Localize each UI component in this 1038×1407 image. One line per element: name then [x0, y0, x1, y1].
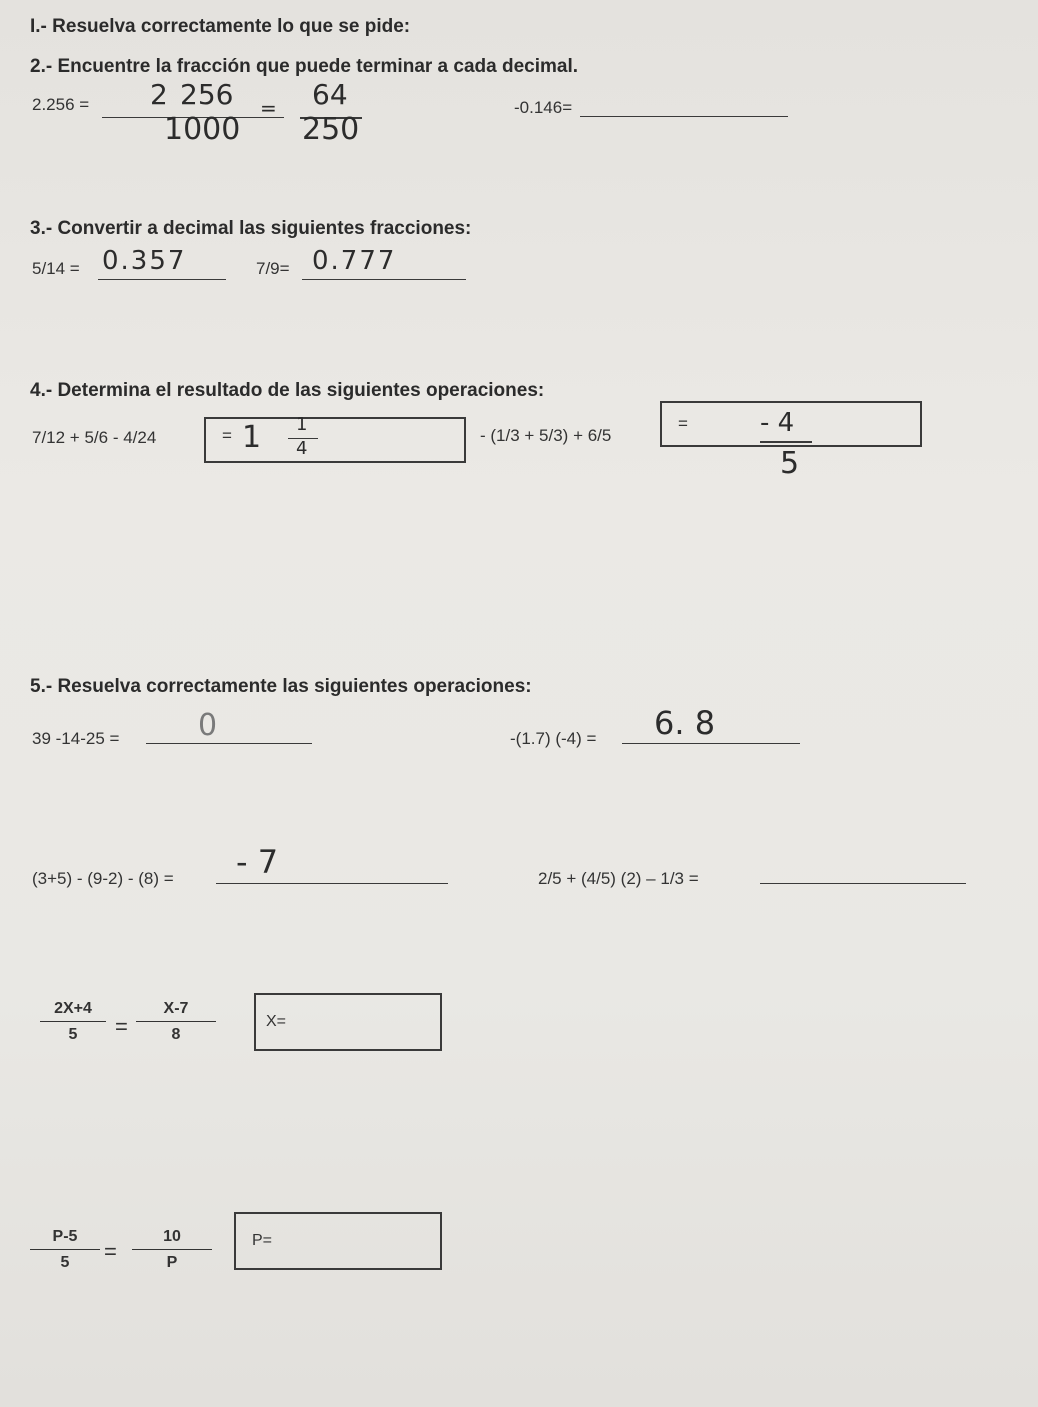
q4a-box-equals: =	[222, 426, 232, 445]
q5e-right-fraction	[136, 1000, 216, 1044]
q5d-prompt: 2/5 + (4/5) (2) – 1/3 =	[538, 869, 699, 888]
q3a-answer-line	[98, 279, 226, 280]
q2a-answer-numerator: 256	[180, 78, 234, 111]
q2b-answer-line	[580, 116, 788, 117]
q5c-answer: - 7	[236, 843, 279, 881]
q3b-answer: 0.777	[312, 246, 397, 276]
q5e-equals: =	[115, 1014, 128, 1039]
q4b-answer-fraction-bar	[760, 441, 812, 443]
q5b-answer: 6. 8	[654, 704, 716, 742]
q5e-answer-label: X=	[266, 1013, 287, 1030]
q5a-prompt: 39 -14-25 =	[32, 729, 120, 748]
section-3-heading: 3.- Convertir a decimal las siguientes fracciones:	[30, 218, 472, 239]
q2a-simplified-numerator: 64	[312, 78, 348, 111]
q5c-prompt: (3+5) - (9-2) - (8) =	[32, 869, 174, 888]
q5a-answer-line	[146, 743, 312, 744]
q5b-prompt: -(1.7) (-4) =	[510, 729, 597, 748]
q5c-answer-line	[216, 883, 448, 884]
q4b-answer-numerator: - 4	[760, 408, 795, 438]
q5f-left-fraction	[30, 1228, 100, 1272]
section-5-heading: 5.- Resuelva correctamente las siguientes operaciones:	[30, 676, 532, 697]
section-4-heading: 4.- Determina el resultado de las siguientes operaciones:	[30, 380, 545, 401]
q3b-answer-line	[302, 279, 466, 280]
q5f-right-numerator: 10	[163, 1228, 181, 1245]
q5f-equals: =	[104, 1239, 117, 1264]
q2a-prompt: 2.256 =	[32, 95, 90, 114]
q2a-simplified-denominator: 250	[302, 112, 360, 147]
q2a-answer-denominator: 1000	[164, 112, 241, 147]
section-1-heading: I.- Resuelva correctamente lo que se pide:	[30, 16, 411, 37]
q4a-prompt: 7/12 + 5/6 - 4/24	[32, 428, 157, 447]
q2a-answer-whole: 2	[150, 78, 168, 111]
q5a-answer: 0	[198, 708, 218, 743]
q3b-prompt: 7/9=	[256, 259, 290, 278]
q4b-box-equals: =	[678, 414, 688, 433]
q4a-answer-numerator: 1	[296, 414, 308, 435]
q2a-equals-sign: =	[260, 96, 277, 120]
q4b-answer-denominator: 5	[780, 446, 800, 481]
q4a-answer-whole: 1	[242, 420, 262, 455]
q5e-left-fraction	[40, 1000, 106, 1044]
q5f-left-numerator: P-5	[52, 1228, 78, 1245]
q5b-answer-line	[622, 743, 800, 744]
q5e-right-numerator: X-7	[163, 1000, 189, 1017]
section-2-heading: 2.- Encuentre la fracción que puede terminar a cada decimal.	[30, 56, 579, 77]
q5e-left-numerator: 2X+4	[54, 1000, 92, 1017]
q5f-right-fraction	[132, 1228, 212, 1272]
q2b-prompt: -0.146=	[514, 98, 573, 117]
q4a-answer-denominator: 4	[296, 438, 308, 459]
q5f-answer-label: P=	[252, 1232, 273, 1249]
q5e-right-denominator: 8	[171, 1026, 181, 1043]
q3a-answer: 0.357	[102, 246, 187, 276]
q5f-left-denominator: 5	[60, 1254, 70, 1271]
q5e-left-denominator: 5	[68, 1026, 78, 1043]
q4b-prompt: - (1/3 + 5/3) + 6/5	[480, 426, 612, 445]
q5f-right-denominator: P	[166, 1254, 178, 1271]
q5d-answer-line	[760, 883, 966, 884]
q3a-prompt: 5/14 =	[32, 259, 80, 278]
